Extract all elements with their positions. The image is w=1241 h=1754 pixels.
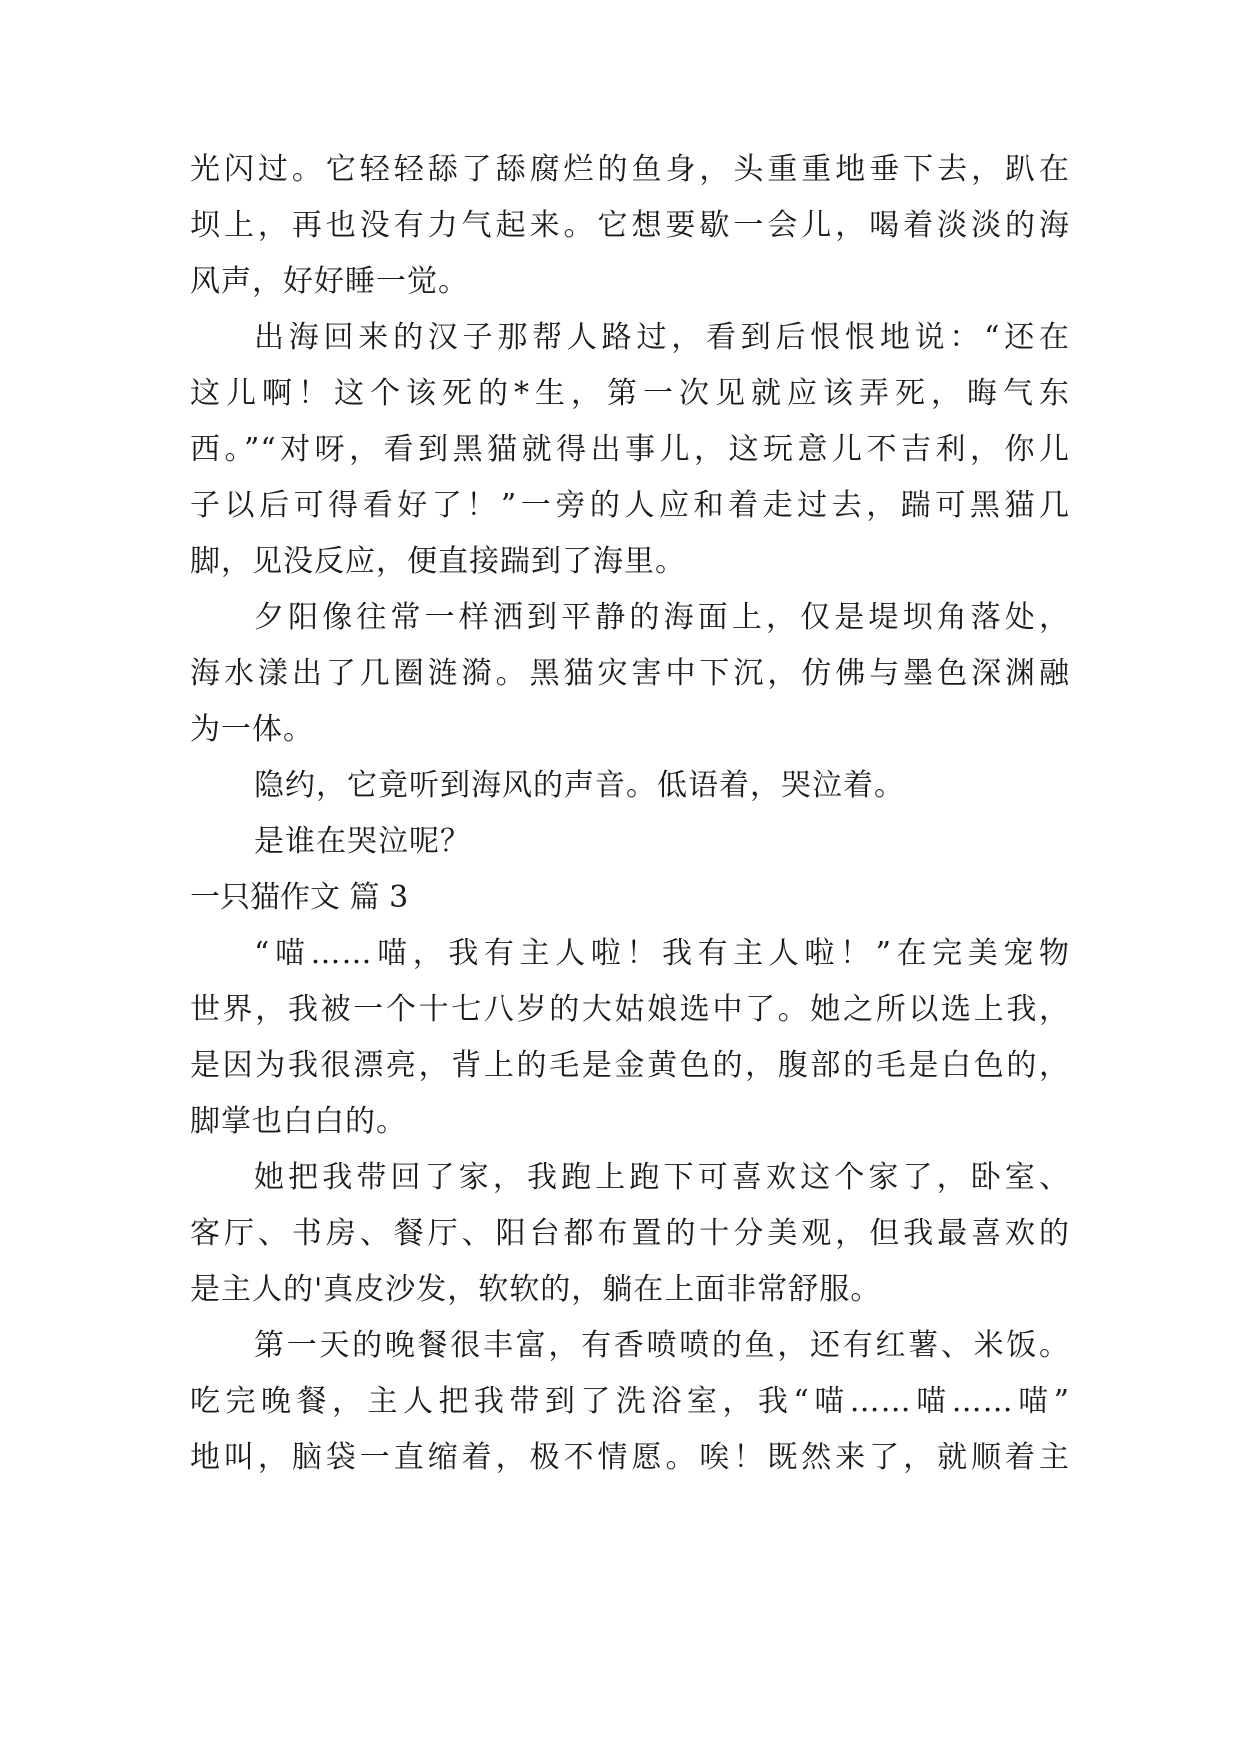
paragraph-first-line: 是谁在哭泣呢？ (254, 824, 471, 859)
text-line: 这儿啊！这个该死的*生，第一次见就应该弄死，晦气东 (190, 376, 1070, 411)
text-line: 是因为我很漂亮，背上的毛是金黄色的，腹部的毛是白色的， (190, 1048, 1070, 1083)
text-line: 世界，我被一个十七八岁的大姑娘选中了。她之所以选上我， (190, 992, 1070, 1027)
text-line: 脚，见没反应，便直接踹到了海里。 (190, 544, 686, 579)
text-line: 西。”“对呀，看到黑猫就得出事儿，这玩意儿不吉利，你儿 (190, 432, 1070, 467)
paragraph-first-line: “喵……喵，我有主人啦！我有主人啦！”在完美宠物 (254, 936, 1070, 971)
text-line: 风声，好好睡一觉。 (190, 264, 469, 299)
text-line: 吃完晚餐，主人把我带到了洗浴室，我“喵……喵……喵” (190, 1384, 1070, 1419)
text-line: 为一体。 (190, 712, 314, 747)
text-line: 光闪过。它轻轻舔了舔腐烂的鱼身，头重重地垂下去，趴在 (190, 152, 1070, 187)
text-line: 客厅、书房、餐厅、阳台都布置的十分美观，但我最喜欢的 (190, 1216, 1070, 1251)
text-line: 是主人的'真皮沙发，软软的，躺在上面非常舒服。 (190, 1272, 882, 1307)
text-line: 地叫，脑袋一直缩着，极不情愿。唉！既然来了，就顺着主 (190, 1440, 1070, 1475)
paragraph-first-line: 隐约，它竟听到海风的声音。低语着，哭泣着。 (254, 768, 905, 803)
paragraph-first-line: 她把我带回了家，我跑上跑下可喜欢这个家了，卧室、 (254, 1160, 1070, 1195)
text-line: 坝上，再也没有力气起来。它想要歇一会儿，喝着淡淡的海 (190, 208, 1070, 243)
paragraph-first-line: 夕阳像往常一样洒到平静的海面上，仅是堤坝角落处， (254, 600, 1070, 635)
text-line: 脚掌也白白的。 (190, 1104, 407, 1139)
paragraph-first-line: 第一天的晚餐很丰富，有香喷喷的鱼，还有红薯、米饭。 (254, 1328, 1070, 1363)
section-heading: 一只猫作文 篇 3 (190, 880, 409, 915)
paragraph-first-line: 出海回来的汉子那帮人路过，看到后恨恨地说：“还在 (254, 320, 1070, 355)
text-line: 子以后可得看好了！”一旁的人应和着走过去，踹可黑猫几 (190, 488, 1070, 523)
text-line: 海水漾出了几圈涟漪。黑猫灾害中下沉，仿佛与墨色深渊融 (190, 656, 1070, 691)
